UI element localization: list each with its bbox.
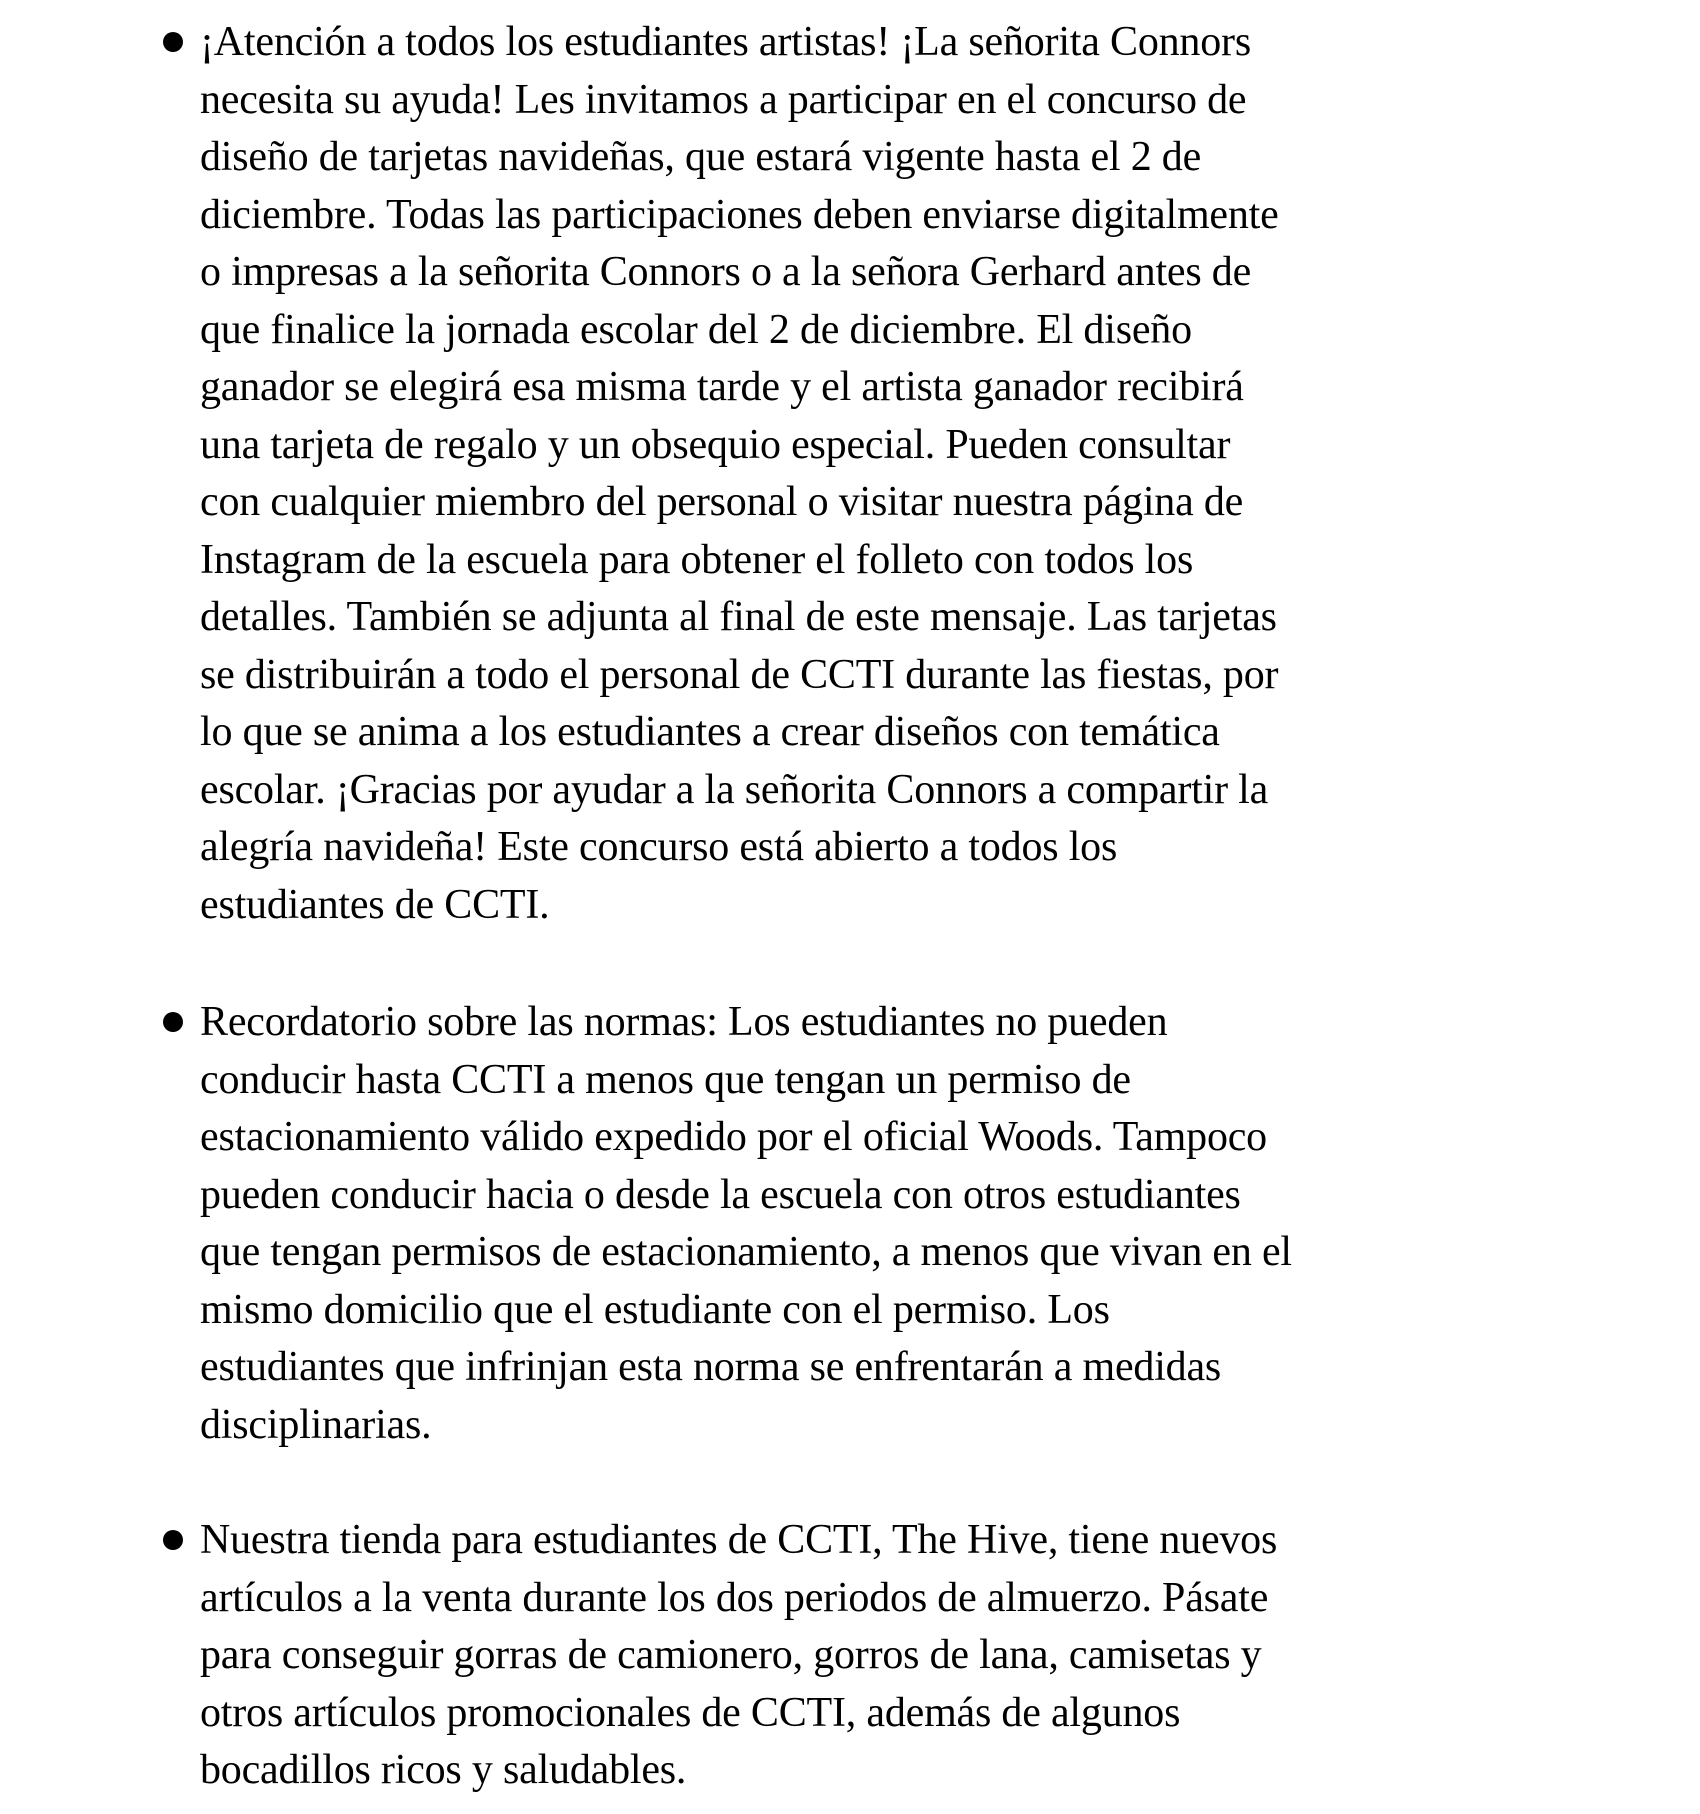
- text-line: que finalice la jornada escolar del 2 de diciembre. El diseño: [200, 306, 1192, 353]
- text-line: detalles. También se adjunta al final de este mensaje. Las tarjetas: [200, 594, 1277, 640]
- text-line: pueden conducir hacia o desde la escuela con otros estudiantes: [200, 1171, 1241, 1218]
- text-line: lo que se anima a los estudiantes a crear diseños con temática: [200, 709, 1220, 755]
- text-line: se distribuirán a todo el personal de CCTI durante las fiestas, por: [200, 651, 1279, 698]
- bullet-dot-icon: [163, 1012, 183, 1032]
- text-line: Nuestra tienda para estudiantes de CCTI, The Hive, tiene nuevos: [200, 1517, 1278, 1563]
- text-line: Instagram de la escuela para obtener el folleto con todos los: [200, 536, 1194, 583]
- bullet-text: [200, 1512, 1640, 1800]
- text-line: una tarjeta de regalo y un obsequio especial. Pueden consultar: [200, 421, 1231, 468]
- bullet-dot-icon: [163, 32, 183, 52]
- text-line: mismo domicilio que el estudiante con el permiso. Los: [200, 1286, 1110, 1333]
- text-line: ¡Atención a todos los estudiantes artistas! ¡La señorita Connors: [200, 19, 1251, 65]
- text-line: otros artículos promocionales de CCTI, además de algunos: [200, 1689, 1181, 1736]
- text-line: ganador se elegirá esa misma tarde y el artista ganador recibirá: [200, 364, 1244, 410]
- bullet-text: [200, 994, 1640, 1454]
- text-line: escolar. ¡Gracias por ayudar a la señorita Connors a compartir la: [200, 766, 1269, 813]
- text-line: para conseguir gorras de camionero, gorros de lana, camisetas y: [200, 1632, 1262, 1678]
- text-line: artículos a la venta durante los dos periodos de almuerzo. Pásate: [200, 1574, 1269, 1621]
- text-line: diciembre. Todas las participaciones deben enviarse digitalmente: [200, 191, 1279, 238]
- text-line: conducir hasta CCTI a menos que tengan un permiso de: [200, 1056, 1131, 1103]
- text-line: necesita su ayuda! Les invitamos a participar en el concurso de: [200, 76, 1247, 123]
- text-line: o impresas a la señorita Connors o a la señora Gerhard antes de: [200, 249, 1252, 295]
- text-line: que tengan permisos de estacionamiento, a menos que vivan en el: [200, 1229, 1292, 1275]
- text-line: estudiantes de CCTI.: [200, 881, 550, 928]
- text-line: estudiantes que infrinjan esta norma se enfrentarán a medidas: [200, 1344, 1222, 1390]
- text-line: diseño de tarjetas navideñas, que estará vigente hasta el 2 de: [200, 134, 1202, 180]
- bullet-text: [200, 14, 1640, 934]
- text-line: estacionamiento válido expedido por el oficial Woods. Tampoco: [200, 1114, 1267, 1160]
- bullet-dot-icon: [163, 1530, 183, 1550]
- text-line: con cualquier miembro del personal o visitar nuestra página de: [200, 479, 1244, 525]
- text-line: alegría navideña! Este concurso está abierto a todos los: [200, 824, 1118, 870]
- text-line: disciplinarias.: [200, 1401, 432, 1448]
- text-line: Recordatorio sobre las normas: Los estudiantes no pueden: [200, 999, 1168, 1045]
- text-line: bocadillos ricos y saludables.: [200, 1747, 687, 1793]
